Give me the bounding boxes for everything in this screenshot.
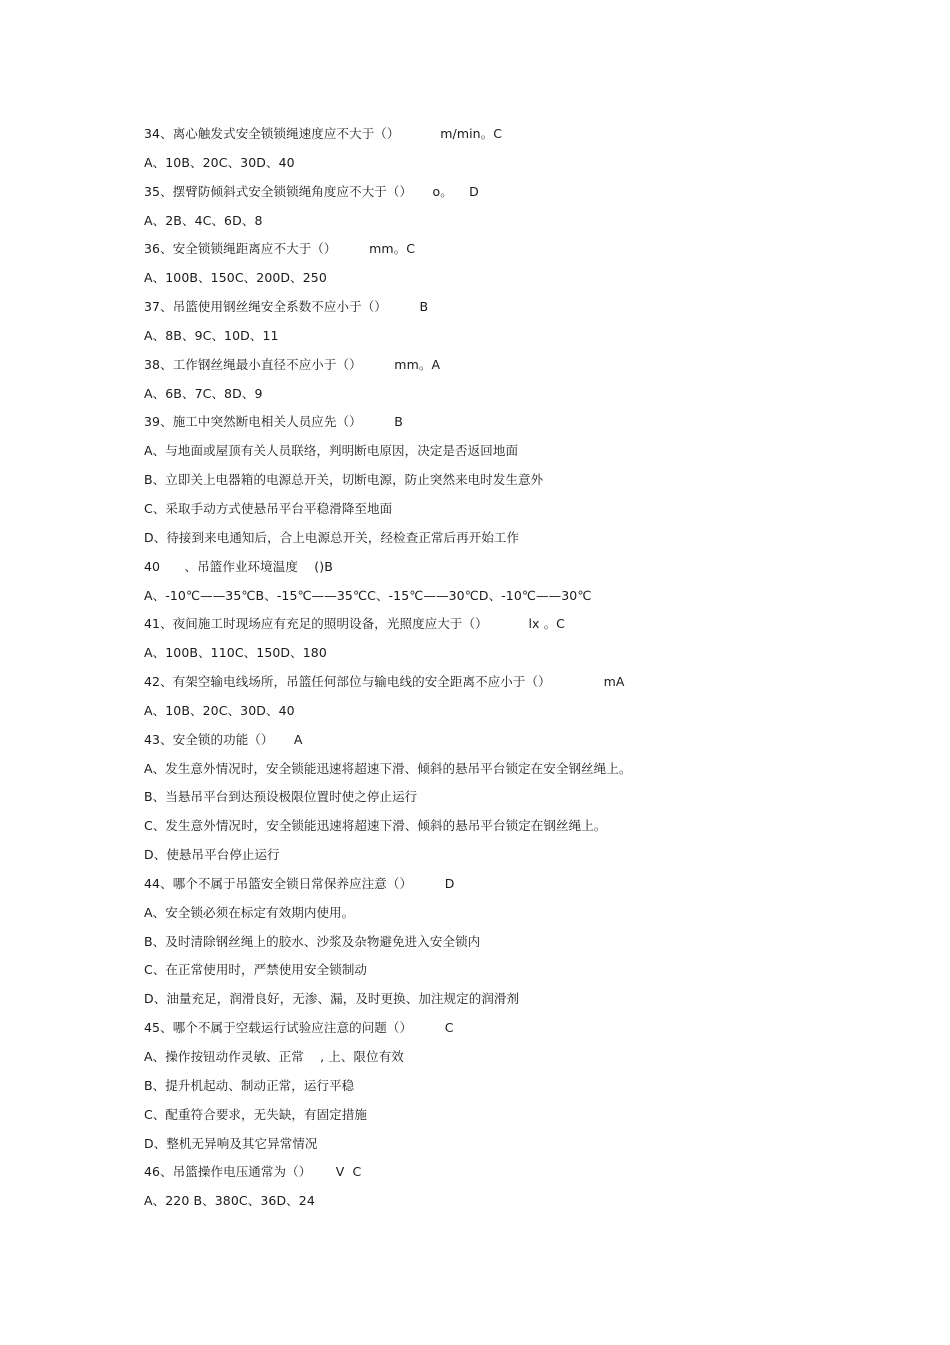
question-39: 39、施工中突然断电相关人员应先（） B xyxy=(144,414,403,430)
option-43-d: D、使悬吊平台停止运行 xyxy=(144,847,280,863)
option-44-d: D、油量充足，润滑良好，无渗、漏，及时更换、加注规定的润滑剂 xyxy=(144,991,520,1007)
option-44-a: A、安全锁必须在标定有效期内使用。 xyxy=(144,904,355,920)
question-40: 40 、吊篮作业环境温度 ()B xyxy=(144,558,333,574)
question-36: 36、安全锁锁绳距离应不大于（） mm。C xyxy=(144,241,416,257)
question-41: 41、夜间施工时现场应有充足的照明设备，光照度应大于（） lx 。C xyxy=(144,616,566,632)
question-42: 42、有架空输电线场所，吊篮任何部位与输电线的安全距离不应小于（） mA xyxy=(144,674,625,690)
options-36: A、100B、150C、200D、250 xyxy=(144,270,327,286)
option-44-b: B、及时清除钢丝绳上的胶水、沙浆及杂物避免进入安全锁内 xyxy=(144,933,481,949)
question-46: 46、吊篮操作电压通常为（） V C xyxy=(144,1164,362,1180)
options-37: A、8B、9C、10D、11 xyxy=(144,327,279,343)
question-37: 37、吊篮使用钢丝绳安全系数不应小于（） B xyxy=(144,299,429,315)
option-39-d: D、待接到来电通知后，合上电源总开关，经检查正常后再开始工作 xyxy=(144,529,520,545)
option-43-b: B、当悬吊平台到达预设极限位置时使之停止运行 xyxy=(144,789,418,805)
options-42: A、10B、20C、30D、40 xyxy=(144,702,295,718)
option-45-a: A、操作按钮动作灵敏、正常 , 上、限位有效 xyxy=(144,1049,404,1064)
option-39-c: C、采取手动方式使悬吊平台平稳滑降至地面 xyxy=(144,500,393,516)
options-46: A、220 B、380C、36D、24 xyxy=(144,1193,315,1209)
option-39-a: A、与地面或屋顶有关人员联络，判明断电原因，决定是否返回地面 xyxy=(144,443,519,459)
option-43-a: A、发生意外情况时，安全锁能迅速将超速下滑、倾斜的悬吊平台锁定在安全钢丝绳上。 xyxy=(144,760,632,776)
options-38: A、6B、7C、8D、9 xyxy=(144,385,263,401)
options-35: A、2B、4C、6D、8 xyxy=(144,212,263,228)
question-list xyxy=(144,124,864,1220)
option-45-d: D、整机无异响及其它异常情况 xyxy=(144,1135,318,1151)
question-43: 43、安全锁的功能（） A xyxy=(144,731,303,747)
options-41: A、100B、110C、150D、180 xyxy=(144,645,327,661)
option-43-c: C、发生意外情况时，安全锁能迅速将超速下滑、倾斜的悬吊平台锁定在钢丝绳上。 xyxy=(144,818,607,834)
question-35: 35、摆臂防倾斜式安全锁锁绳角度应不大于（） o。 D xyxy=(144,183,479,199)
option-45-b: B、提升机起动、制动正常，运行平稳 xyxy=(144,1077,355,1093)
options-40: A、-10℃——35℃B、-15℃——35℃C、-15℃——30℃D、-10℃——30℃ xyxy=(144,587,592,603)
options-34: A、10B、20C、30D、40 xyxy=(144,154,295,170)
question-45: 45、哪个不属于空载运行试验应注意的问题（） C xyxy=(144,1020,454,1036)
question-34: 34、离心触发式安全锁锁绳速度应不大于（） m/min。C xyxy=(144,126,503,141)
option-45-c: C、配重符合要求，无失缺，有固定措施 xyxy=(144,1106,368,1122)
question-44: 44、哪个不属于吊篮安全锁日常保养应注意（） D xyxy=(144,875,455,891)
question-38: 38、工作钢丝绳最小直径不应小于（） mm。A xyxy=(144,356,441,372)
option-39-b: B、立即关上电器箱的电源总开关，切断电源，防止突然来电时发生意外 xyxy=(144,472,544,488)
option-44-c: C、在正常使用时，严禁使用安全锁制动 xyxy=(144,962,368,978)
